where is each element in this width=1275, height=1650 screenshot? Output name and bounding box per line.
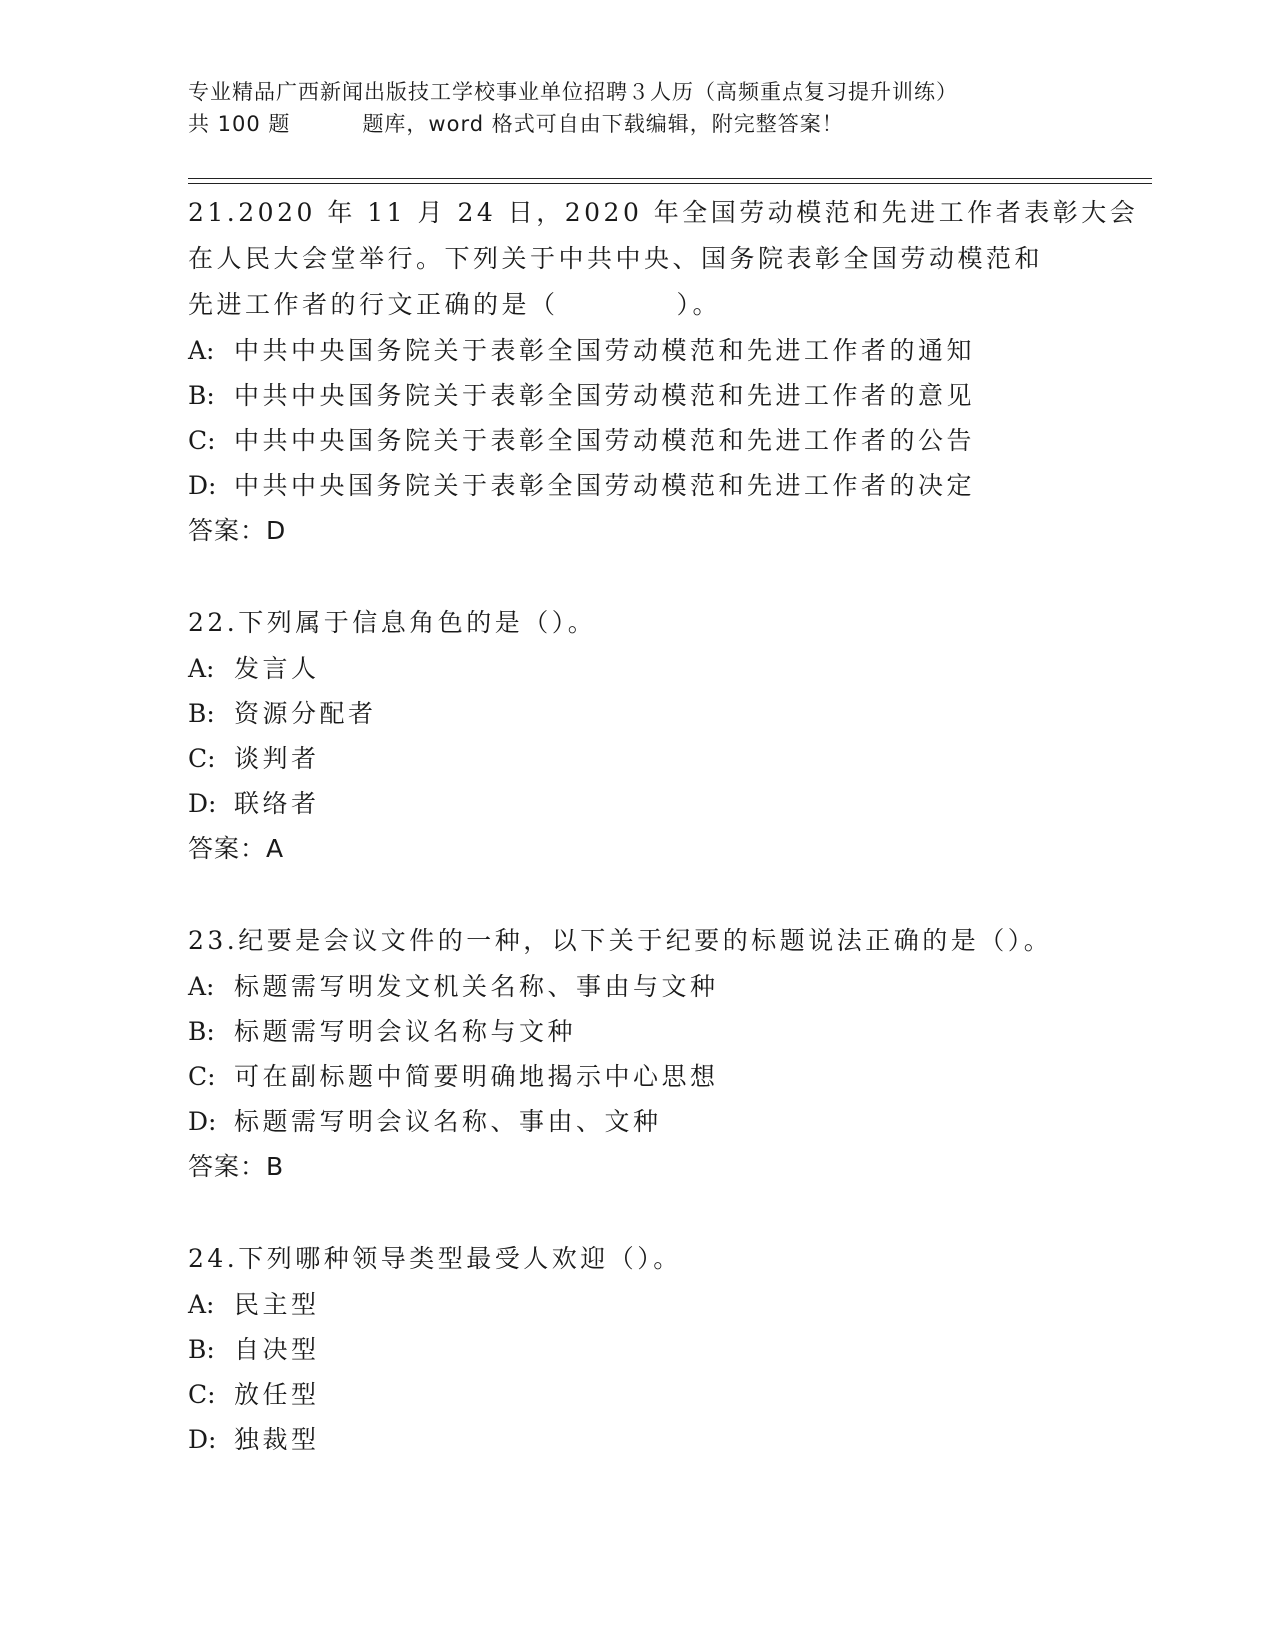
- option-text: 标题需写明会议名称与文种: [234, 1017, 577, 1046]
- option-key: A:: [188, 1290, 215, 1319]
- question-21: [188, 190, 1139, 554]
- question-list: [188, 190, 1139, 1462]
- option-key: B:: [188, 381, 215, 410]
- option-key: C:: [188, 1380, 216, 1409]
- option-key: D:: [188, 789, 217, 818]
- option-text: 放任型: [234, 1380, 320, 1409]
- answer-line: 答案：D: [188, 516, 287, 545]
- option-key: A:: [188, 972, 215, 1001]
- question-23: [188, 918, 1088, 1190]
- header-title: 专业精品广西新闻出版技工学校事业单位招聘３人历（高频重点复习提升训练）: [188, 80, 958, 104]
- option-text: 标题需写明会议名称、事由、文种: [234, 1107, 662, 1136]
- option-key: D:: [188, 1107, 217, 1136]
- question-24: [188, 1236, 1088, 1462]
- option-a: [188, 964, 1088, 1009]
- option-b: [188, 1327, 1088, 1372]
- option-text: 谈判者: [234, 744, 320, 773]
- stem-line: 21.2020 年 11 月 24 日，2020 年全国劳动模范和先进工作者表彰大会: [188, 198, 1139, 227]
- question-stem: [188, 190, 1139, 328]
- question-count: 共 100 题: [188, 112, 291, 136]
- answer-line: 答案：B: [188, 1152, 285, 1181]
- option-key: D:: [188, 1425, 217, 1454]
- option-text: 中共中央国务院关于表彰全国劳动模范和先进工作者的决定: [234, 471, 976, 500]
- stem-line: [188, 282, 1088, 328]
- question-22: [188, 600, 1088, 872]
- question-stem: 23.纪要是会议文件的一种，以下关于纪要的标题说法正确的是（）。: [188, 926, 1053, 955]
- option-d: [188, 463, 1088, 508]
- option-c: [188, 1372, 1088, 1417]
- option-text: 发言人: [234, 654, 320, 683]
- option-text: 民主型: [234, 1290, 320, 1319]
- option-key: C:: [188, 744, 216, 773]
- option-c: [188, 418, 1088, 463]
- option-c: [188, 736, 1088, 781]
- option-a: [188, 646, 1088, 691]
- option-text: 中共中央国务院关于表彰全国劳动模范和先进工作者的通知: [234, 336, 976, 365]
- option-c: [188, 1054, 1088, 1099]
- document-header: [188, 76, 1088, 140]
- option-text: 自决型: [234, 1335, 320, 1364]
- option-key: C:: [188, 426, 216, 455]
- option-b: [188, 691, 1088, 736]
- option-key: B:: [188, 1017, 215, 1046]
- option-key: D:: [188, 471, 217, 500]
- option-text: 中共中央国务院关于表彰全国劳动模范和先进工作者的意见: [234, 381, 976, 410]
- stem-line: 在人民大会堂举行。下列关于中共中央、国务院表彰全国劳动模范和: [188, 244, 1044, 273]
- option-b: [188, 373, 1088, 418]
- option-key: A:: [188, 336, 215, 365]
- option-key: B:: [188, 1335, 215, 1364]
- option-key: B:: [188, 699, 215, 728]
- stem-line-start: 先进工作者的行文正确的是（: [188, 290, 559, 319]
- option-text: 资源分配者: [234, 699, 377, 728]
- question-stem: 24.下列哪种领导类型最受人欢迎（）。: [188, 1244, 682, 1273]
- option-key: C:: [188, 1062, 216, 1091]
- option-a: [188, 1282, 1088, 1327]
- option-text: 联络者: [234, 789, 320, 818]
- option-text: 独裁型: [234, 1425, 320, 1454]
- question-stem: 22.下列属于信息角色的是（）。: [188, 608, 597, 637]
- stem-line-end: ）。: [676, 290, 722, 319]
- option-text: 中共中央国务院关于表彰全国劳动模范和先进工作者的公告: [234, 426, 976, 455]
- header-rule-top: [188, 178, 1152, 179]
- option-d: [188, 1099, 1088, 1144]
- option-d: [188, 781, 1088, 826]
- answer-line: 答案：A: [188, 834, 285, 863]
- option-d: [188, 1417, 1088, 1462]
- option-a: [188, 328, 1088, 373]
- option-key: A:: [188, 654, 215, 683]
- option-b: [188, 1009, 1088, 1054]
- header-subtitle: [188, 108, 1088, 140]
- header-rule-bottom: [188, 183, 1152, 184]
- option-text: 可在副标题中简要明确地揭示中心思想: [234, 1062, 719, 1091]
- format-note: 题库，word 格式可自由下载编辑，附完整答案！: [362, 112, 844, 136]
- option-text: 标题需写明发文机关名称、事由与文种: [234, 972, 719, 1001]
